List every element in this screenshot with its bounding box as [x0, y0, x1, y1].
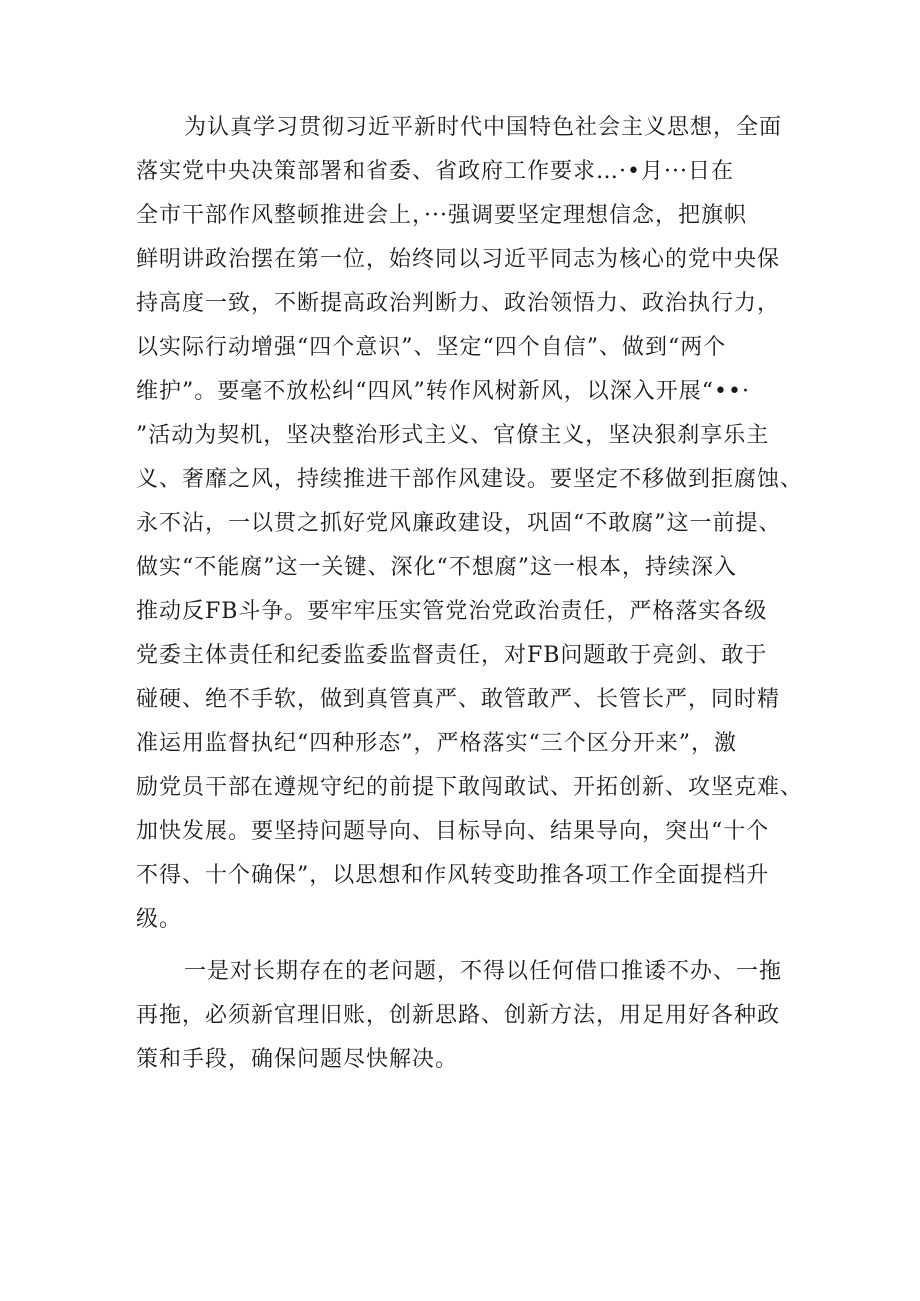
text-line: 碰硬、绝不手软，做到真管真严、敢管敢严、长管长严，同时精	[136, 687, 781, 712]
text-line: 加快发展。要坚持问题导向、目标导向、结果导向，突出“十个	[136, 819, 770, 844]
text-line: 不得、十个确保”，以思想和作风转变助推各项工作全面提档升	[136, 863, 770, 888]
text-line: 鲜明讲政治摆在第一位，始终同以习近平同志为核心的党中央保	[136, 247, 781, 272]
text-line: 党委主体责任和纪委监委监督责任，对FB问题敢于亮剑、敢于	[136, 643, 768, 668]
text-line: 全市干部作风整顿推进会上，···强调要坚定理想信念，把旗帜	[136, 203, 747, 228]
text-line: 持高度一致，不断提高政治判断力、政治领悟力、政治执行力，	[136, 291, 781, 316]
text-line: 级。	[136, 907, 183, 932]
text-line: 策和手段，确保问题尽快解决。	[136, 1047, 459, 1072]
text-line: 维护”。要毫不放松纠“四风”转作风树新风，以深入开展“••·	[136, 379, 750, 404]
text-line: 推动反FB斗争。要牢牢压实管党治党政治责任，严格落实各级	[136, 599, 768, 624]
text-line: 励党员干部在遵规守纪的前提下敢闯敢试、开拓创新、攻坚克难、	[136, 775, 804, 800]
paragraph-2	[136, 950, 792, 1082]
text-line: 义、奢靡之风，持续推进干部作风建设。要坚定不移做到拒腐蚀、	[136, 467, 804, 492]
text-line: ”活动为契机，坚决整治形式主义、官僚主义，坚决狠刹享乐主	[136, 423, 770, 448]
text-line: 准运用监督执纪“四种形态”，严格落实“三个区分开来”，激	[136, 731, 737, 756]
paragraph-1	[136, 106, 804, 942]
text-line: 永不沾，一以贯之抓好党风廉政建设，巩固“不敢腐”这一前提、	[136, 511, 782, 536]
document-body	[136, 106, 804, 1082]
text-line: 落实党中央决策部署和省委、省政府工作要求…·•月···日在	[136, 159, 734, 184]
text-line: 做实“不能腐”这一关键、深化“不想腐”这一根本，持续深入	[136, 555, 737, 580]
text-line: 一是对长期存在的老问题，不得以任何借口推诿不办、一拖	[184, 959, 783, 984]
text-line: 再拖，必须新官理旧账，创新思路、创新方法，用足用好各种政	[136, 1003, 781, 1028]
text-line: 为认真学习贯彻习近平新时代中国特色社会主义思想，全面	[184, 115, 783, 140]
text-line: 以实际行动增强“四个意识”、坚定“四个自信”、做到“两个	[136, 335, 727, 360]
